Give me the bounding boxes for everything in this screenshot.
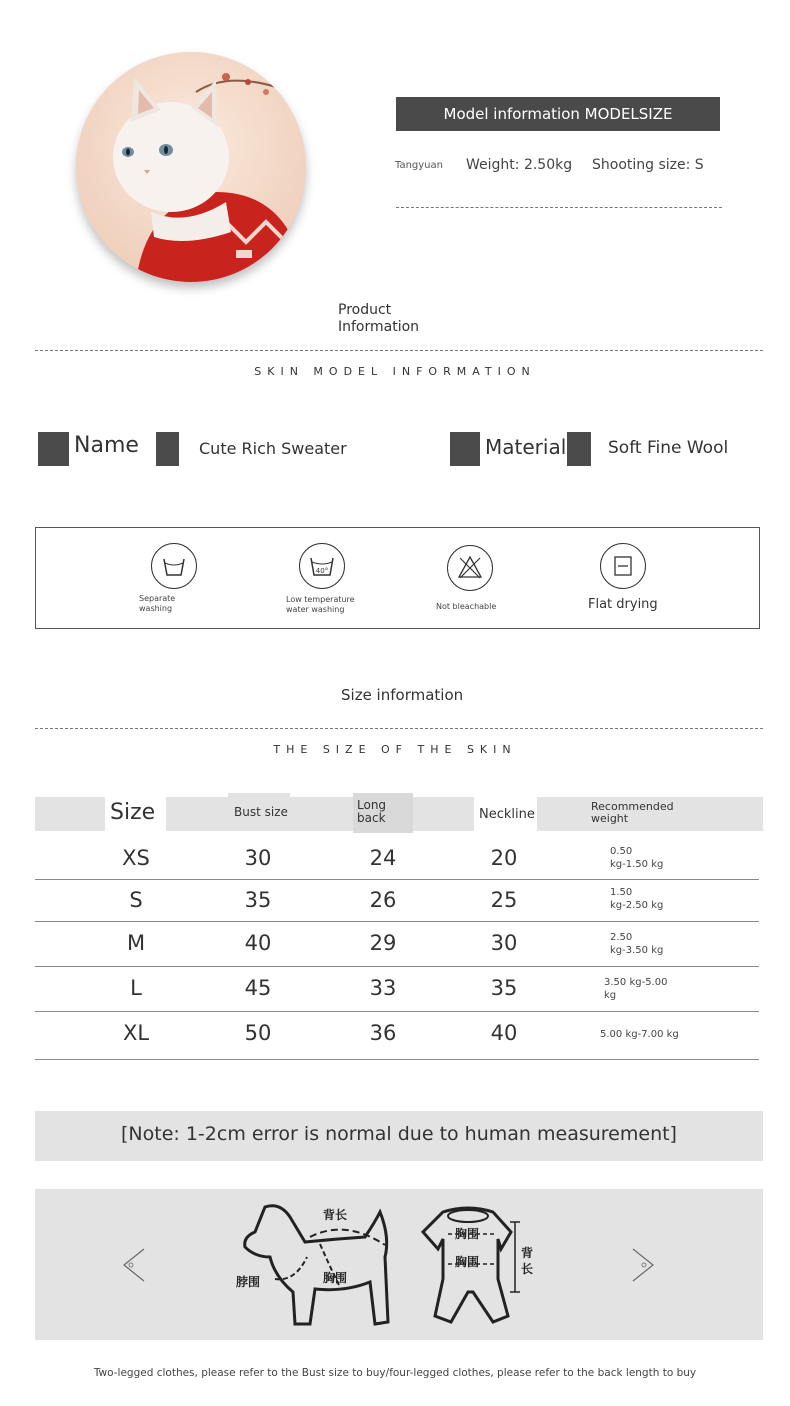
row-xs-weight-line1: 0.50 (610, 846, 633, 857)
model-name: Tangyuan (395, 160, 443, 171)
table-header-long-back (357, 799, 386, 825)
cat-photo-icon (76, 52, 306, 282)
row-l-back: 33 (369, 976, 397, 1000)
row-xl-weight (600, 1028, 679, 1041)
product-info-title-line1: Product (338, 302, 392, 318)
garment-back-length-label-line2: 长 (521, 1262, 534, 1276)
size-info-subtitle: THE SIZE OF THE SKIN (273, 743, 517, 756)
row-s-weight-line1: 1.50 (610, 887, 633, 898)
size-info-divider (35, 728, 763, 729)
material-marker-left (450, 432, 480, 466)
model-weight: Weight: 2.50kg (466, 157, 573, 173)
flat-drying-label: Flat drying (588, 597, 658, 612)
table-header-neckline: Neckline (479, 807, 535, 822)
table-header-weight (591, 801, 674, 825)
product-info-title-line2: Information (338, 319, 420, 335)
row-divider (35, 1011, 759, 1012)
row-xs-back: 24 (369, 846, 397, 870)
wash-temperature: 40° (315, 567, 329, 575)
separate-washing-label-line1: Separate (139, 594, 176, 603)
model-information-bar: Model information MODELSIZE (396, 97, 720, 131)
low-temperature-wash-label (286, 595, 355, 615)
row-s-size: S (129, 888, 143, 912)
footer-note: Two-legged clothes, please refer to the Bust size to buy/four-legged clothes, please refer to the back length to buy (93, 1367, 697, 1379)
low-temperature-wash-icon (299, 543, 345, 589)
back-length-label: 背长 (323, 1208, 348, 1222)
garment-back-length-label-line1: 背 (521, 1246, 534, 1260)
row-s-neck: 25 (490, 888, 518, 912)
model-divider (396, 207, 722, 208)
row-divider (35, 921, 759, 922)
table-header-long-back-line1: Long (357, 798, 387, 812)
model-shooting-size: Shooting size: S (592, 157, 704, 173)
row-xs-bust: 30 (244, 846, 272, 870)
row-s-back: 26 (369, 888, 397, 912)
row-divider (35, 966, 759, 967)
row-xl-bust: 50 (244, 1021, 272, 1045)
table-header-bust: Bust size (234, 805, 288, 819)
separate-washing-label-line2: washing (139, 604, 173, 613)
row-l-size: L (130, 976, 142, 1000)
product-info-divider (35, 350, 763, 351)
model-photo (76, 52, 306, 282)
row-m-weight (610, 931, 663, 957)
low-temperature-label-line2: water washing (286, 605, 345, 614)
row-xl-weight-line1: 5.00 kg-7.00 kg (600, 1029, 679, 1040)
dog-side-view-icon (235, 1197, 400, 1337)
low-temperature-label-line1: Low temperature (286, 595, 355, 604)
not-bleachable-icon (447, 545, 493, 591)
row-m-size: M (126, 931, 146, 955)
name-marker-right (156, 432, 179, 466)
table-header-weight-line1: Recommended (591, 800, 674, 813)
row-xl-back: 36 (369, 1021, 397, 1045)
chest-girth-label: 胸围 (323, 1271, 348, 1285)
garment-neck-label: 胸围 (455, 1227, 480, 1241)
row-m-neck: 30 (490, 931, 518, 955)
row-divider (35, 879, 759, 880)
care-instructions (35, 527, 760, 629)
row-s-weight (610, 886, 663, 912)
material-marker-right (567, 432, 591, 466)
row-l-neck: 35 (490, 976, 518, 1000)
not-bleachable-label: Not bleachable (436, 602, 497, 611)
garment-chest-label: 胸围 (455, 1255, 480, 1269)
table-header-bg-left (35, 797, 105, 831)
right-arrow-icon (628, 1247, 658, 1283)
measurement-note: [Note: 1-2cm error is normal due to human measurement] (35, 1111, 763, 1161)
table-header-size: Size (110, 800, 156, 825)
row-divider (35, 1059, 759, 1060)
row-xs-neck: 20 (490, 846, 518, 870)
name-marker-left (38, 432, 69, 466)
row-m-weight-line1: 2.50 (610, 932, 633, 943)
name-value: Cute Rich Sweater (199, 439, 347, 458)
row-s-weight-line2: kg-2.50 kg (610, 900, 664, 911)
measurement-diagram (35, 1189, 763, 1340)
row-xs-size: XS (122, 846, 150, 870)
row-s-bust: 35 (244, 888, 272, 912)
product-info-title (338, 302, 419, 336)
product-info-subtitle: SKIN MODEL INFORMATION (254, 365, 536, 378)
row-l-weight (604, 976, 667, 1002)
flat-drying-icon (600, 543, 646, 589)
table-header-bg-bust (166, 797, 474, 831)
row-l-bust: 45 (244, 976, 272, 1000)
row-xl-neck: 40 (490, 1021, 518, 1045)
table-header-long-back-line2: back (357, 811, 386, 825)
row-m-weight-line2: kg-3.50 kg (610, 945, 664, 956)
row-m-back: 29 (369, 931, 397, 955)
row-m-bust: 40 (244, 931, 272, 955)
left-arrow-icon (119, 1247, 149, 1283)
row-xs-weight (610, 845, 663, 871)
material-label: Material (485, 435, 567, 459)
row-xs-weight-line2: kg-1.50 kg (610, 859, 664, 870)
name-label: Name (74, 433, 139, 458)
size-info-title: Size information (341, 686, 464, 704)
separate-washing-icon (151, 543, 197, 589)
row-xl-size: XL (122, 1021, 150, 1045)
row-l-weight-line2: kg (604, 990, 617, 1001)
neck-girth-label: 脖围 (236, 1275, 261, 1289)
garment-back-length-label (521, 1245, 533, 1277)
material-value: Soft Fine Wool (608, 438, 729, 458)
separate-washing-label (139, 594, 175, 614)
row-l-weight-line1: 3.50 kg-5.00 (604, 977, 668, 988)
table-header-weight-line2: weight (591, 812, 629, 825)
